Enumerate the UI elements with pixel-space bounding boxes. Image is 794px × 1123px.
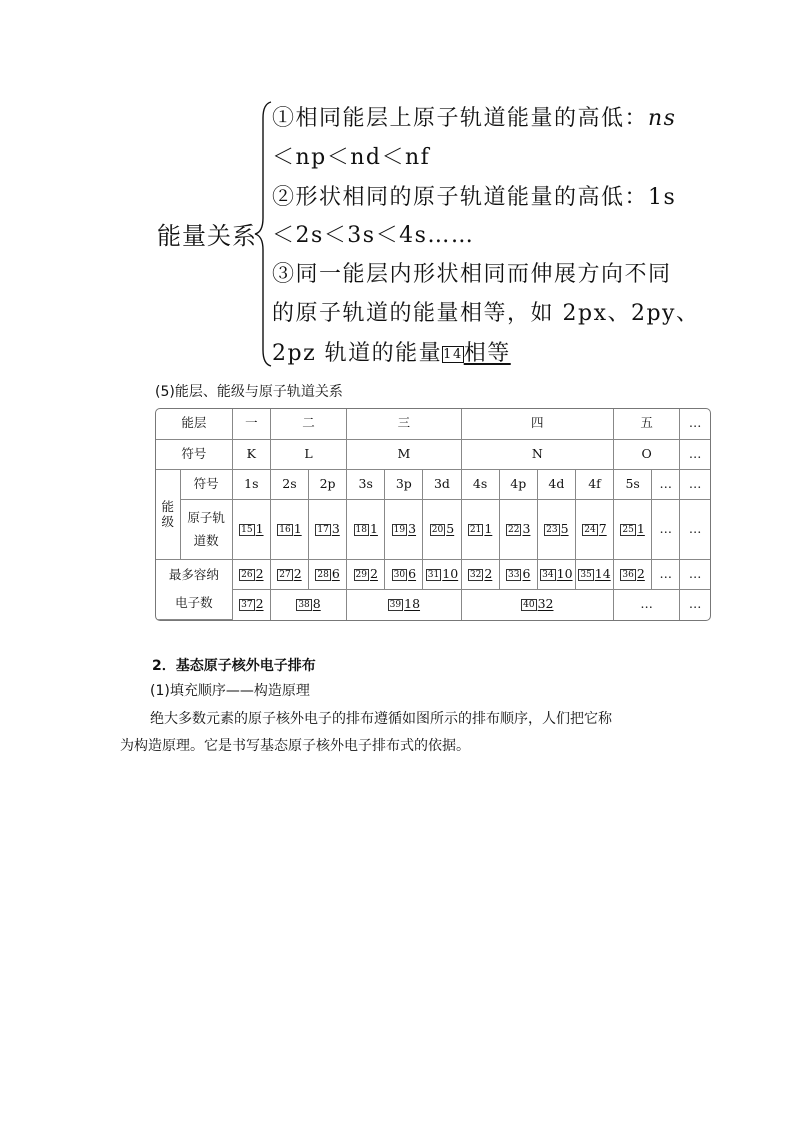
table-cell: 3s [347, 469, 385, 499]
table-cell: … [680, 469, 710, 499]
table-cell: 35 14 [575, 559, 613, 589]
table-cell: 3d [423, 469, 461, 499]
table-row [156, 559, 710, 589]
table-cell: L [270, 439, 346, 469]
section-2-title: 2．基态原子核外电子排布 [152, 658, 316, 674]
table-row [156, 409, 710, 439]
table-cell: 34 10 [537, 559, 575, 589]
energy-relation-label: 能量关系 [157, 222, 257, 250]
table-cell: … [652, 559, 680, 589]
table-cell: … [614, 589, 680, 619]
table-row [156, 589, 710, 619]
table-cell: … [680, 589, 710, 619]
table-cell: 四 [461, 409, 614, 439]
table-cell: 17 3 [309, 499, 347, 559]
table-cell: 37 2 [232, 589, 270, 619]
table-cell: 32 2 [461, 559, 499, 589]
table-row [156, 469, 710, 499]
table-cell: … [652, 469, 680, 499]
table-cell: 5s [614, 469, 652, 499]
header-cell: 符号 [180, 469, 232, 499]
table-cell: … [680, 499, 710, 559]
table-cell: 1s [232, 469, 270, 499]
table-cell: 19 3 [385, 499, 423, 559]
energy-line-6: 的原子轨道的能量相等，如 2px、2py、 [272, 301, 700, 326]
table-cell: 五 [614, 409, 680, 439]
energy-line-1: ①相同能层上原子轨道能量的高低：ns [272, 106, 677, 131]
table-cell: 26 2 [232, 559, 270, 589]
table-cell: 3p [385, 469, 423, 499]
table-cell: … [680, 559, 710, 589]
table-cell: 24 7 [575, 499, 613, 559]
table-cell: 4s [461, 469, 499, 499]
energy-line-2: ＜np＜nd＜nf [272, 145, 431, 170]
table-cell: 30 6 [385, 559, 423, 589]
table-subheading: (5)能层、能级与原子轨道关系 [155, 384, 343, 400]
section-2-subheading: (1)填充顺序——构造原理 [150, 683, 310, 699]
table-cell: 27 2 [270, 559, 308, 589]
table-cell: … [652, 499, 680, 559]
table-cell: 4f [575, 469, 613, 499]
nengji-label: 能级 [156, 469, 180, 559]
table-cell: 4p [499, 469, 537, 499]
table-cell: 15 1 [232, 499, 270, 559]
energy-line-4: ＜2s＜3s＜4s…… [272, 223, 475, 248]
table-row [156, 439, 710, 469]
energy-line-7: 2pz 轨道的能量14相等 [272, 341, 511, 366]
energy-line-5: ③同一能层内形状相同而伸展方向不同 [272, 262, 672, 287]
table-cell: 36 2 [614, 559, 652, 589]
table-cell: 二 [270, 409, 346, 439]
table-cell: O [614, 439, 680, 469]
header-cell: 原子轨 道数 [180, 499, 232, 559]
table-cell: 三 [347, 409, 461, 439]
table-cell: 23 5 [537, 499, 575, 559]
table-cell: 16 1 [270, 499, 308, 559]
table-row [156, 499, 710, 559]
table-cell: … [680, 439, 710, 469]
table-cell: 40 32 [461, 589, 614, 619]
header-cell: 符号 [156, 439, 232, 469]
table-cell: 33 6 [499, 559, 537, 589]
table-cell: 25 1 [614, 499, 652, 559]
table-cell: K [232, 439, 270, 469]
table-cell: 21 1 [461, 499, 499, 559]
table-cell: 一 [232, 409, 270, 439]
table-cell: 20 5 [423, 499, 461, 559]
section-2-paragraph-line-2: 为构造原理。它是书写基态原子核外电子排布式的依据。 [120, 738, 470, 754]
table-cell: 28 6 [309, 559, 347, 589]
table-cell: 31 10 [423, 559, 461, 589]
shell-orbital-table [155, 408, 711, 621]
table-cell: 29 2 [347, 559, 385, 589]
table-cell: 2p [309, 469, 347, 499]
table-cell: 4d [537, 469, 575, 499]
table-cell: M [347, 439, 461, 469]
header-cell: 最多容纳 电子数 [156, 559, 232, 619]
table-cell: 2s [270, 469, 308, 499]
energy-line-3: ②形状相同的原子轨道能量的高低：1s [272, 185, 677, 210]
table-cell: 38 8 [270, 589, 346, 619]
table-cell: 39 18 [347, 589, 461, 619]
section-2-paragraph-line-1: 绝大多数元素的原子核外电子的排布遵循如图所示的排布顺序，人们把它称 [150, 711, 612, 727]
header-cell: 能层 [156, 409, 232, 439]
table-cell: N [461, 439, 614, 469]
table-cell: 18 1 [347, 499, 385, 559]
table-cell: … [680, 409, 710, 439]
table-cell: 22 3 [499, 499, 537, 559]
